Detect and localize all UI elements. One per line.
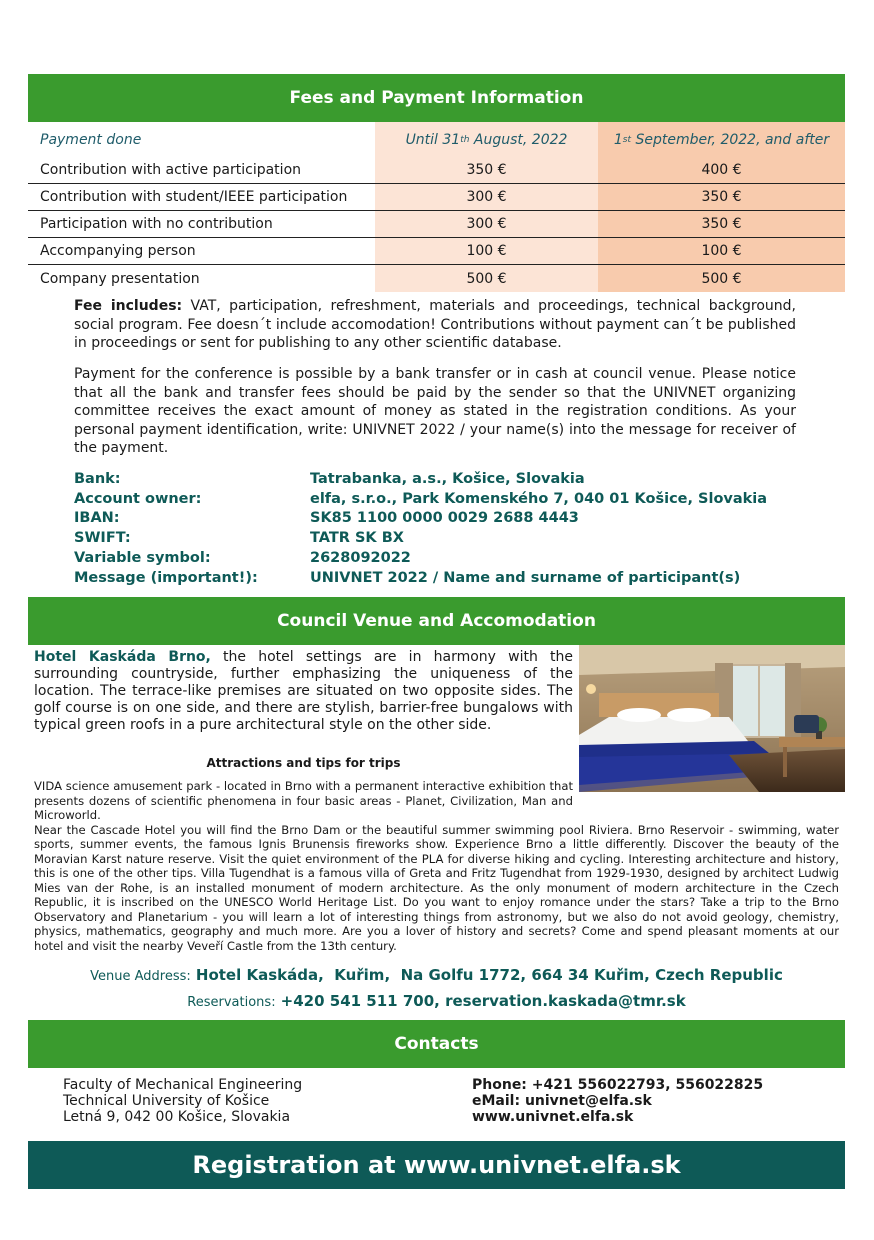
fee-includes-label: Fee includes: [74,298,183,314]
fee-row-late: 100 € [598,238,845,264]
fee-row-late: 350 € [598,211,845,237]
reservations [28,991,845,1010]
fee-row-label: Accompanying person [40,243,196,259]
venue-section-title: Council Venue and Accomodation [28,597,845,645]
hotel-name: Hotel Kaskáda Brno, [34,649,211,665]
reservations-label: Reservations: [187,995,276,1010]
contacts-section-title: Contacts [28,1020,845,1068]
contact-address-line: Faculty of Mechanical Engineering [63,1077,303,1093]
fee-row-label: Contribution with student/IEEE participation [40,189,348,205]
fee-row-late: 500 € [598,265,845,292]
fee-row [28,211,845,238]
bank-row [74,489,814,509]
contact-email: eMail: univnet@elfa.sk [472,1093,652,1109]
fee-includes-paragraph [74,297,796,353]
bank-value: UNIVNET 2022 / Name and surname of participant(s) [310,569,741,586]
fee-header-early: Until 31 th August, 2022 [375,122,598,157]
attractions-text-body: Near the Cascade Hotel you will find the Brno Dam or the beautiful summer swimming pool Riviera. Brno Reservoir - swimming, water sports, summer events, the famous Ignis Brunensis fireworks show. Experience Brno a little differently. Discover the beauty of the Moravian Karst nature reserve. Visit the quiet environment of the PLA for diverse hiking and cycling. Interesting architecture and history, this is one of the other tips. Villa Tugendhat is a famous villa of Greta and Fritz Tugendhat from 1929-1930, designed by architect Ludwig Mies van der Rohe, is an installed monument of modern architecture. As the only monument of modern architecture in the Czech Republic, it is inscribed on the UNESCO World Heritage List. Do you want to enjoy romance under the stars? Take a trip to the Brno Observatory and Planetarium - you will learn a lot of interesting things from astronomy, but we also do not avoid geology, chemistry, physics, mathematics, geography and much more. Are you a lover of history and secrets? Come and spend pleasant moments at our hotel and visit the nearby Veveří Castle from the 13th century. [34,822,839,953]
contact-phone: Phone: +421 556022793, 556022825 [472,1077,764,1093]
bank-key: Bank: [74,470,121,487]
bank-key: Account owner: [74,490,202,507]
fee-header-early-prefix: Until 31 [405,131,461,148]
hotel-text: the hotel settings are in harmony with the surrounding countryside, further emphasizing the uniqueness of the location. The terrace-like premises are situated on two opposite sides. The golf course is on one side, and there are stylish, barrier-free bungalows with typical green roofs in a pure architectural style on the other side. [34,649,573,733]
bank-key: Message (important!): [74,569,258,586]
bank-key: IBAN: [74,510,120,527]
contact-details [472,1077,763,1125]
fee-row-early: 350 € [375,157,598,183]
attractions-text-intro: VIDA science amusement park - located in Brno with a permanent interactive exhibition that presents dozens of scientific phenomena in four basic areas - Planet, Civilization, Man and Microworld. [34,779,573,822]
bank-value: Tatrabanka, a.s., Košice, Slovakia [310,470,585,487]
attractions-title: Attractions and tips for trips [206,756,401,770]
fee-table-header [28,122,845,157]
bank-key: SWIFT: [74,530,131,547]
registration-banner: Registration at www.univnet.elfa.sk [28,1141,845,1189]
contact-website: www.univnet.elfa.sk [472,1109,634,1125]
venue-address-label: Venue Address: [90,969,191,984]
bank-key: Variable symbol: [74,550,211,567]
fees-section-title: Fees and Payment Information [28,74,845,122]
bank-row [74,509,814,529]
fee-row [28,157,845,184]
venue-address-value: Hotel Kaskáda, Kuřim, Na Golfu 1772, 664 34 Kuřim, Czech Republic [195,966,783,984]
fee-header-early-suffix: August, 2022 [469,131,568,148]
bank-value: TATR SK BX [310,530,404,547]
fee-row-label: Contribution with active participation [40,162,302,178]
bank-details [74,469,814,588]
fee-row-label: Company presentation [40,270,200,287]
contact-address [63,1077,302,1125]
bank-value: SK85 1100 0000 0029 2688 4443 [310,510,579,527]
fee-header-late-suffix: September, 2022, and after [631,131,830,148]
fee-row-early: 300 € [375,211,598,237]
fee-row-early: 300 € [375,184,598,210]
fee-row-late: 350 € [598,184,845,210]
venue-address [28,965,845,984]
hotel-description [34,649,573,734]
contact-address-line: Technical University of Košice [63,1093,270,1109]
hotel-room-photo [579,645,845,792]
fee-table [28,122,845,292]
contact-address-line: Letná 9, 042 00 Košice, Slovakia [63,1109,291,1125]
reservations-value: +420 541 511 700, reservation.kaskada@tmr.sk [280,992,686,1010]
bank-value: 2628092022 [310,550,411,567]
fee-row [28,265,845,292]
bank-row [74,548,814,568]
payment-paragraph: Payment for the conference is possible by a bank transfer or in cash at council venue. Please notice that all the bank and transfer fees should be paid by the sender so that the UNIVNET organizing committee receives the exact amount of money as stated in the registration conditions. As your personal payment identification, write: UNIVNET 2022 / your name(s) into the message for receiver of the payment. [74,366,796,456]
fee-row-late: 400 € [598,157,845,183]
fee-includes-text: VAT, participation, refreshment, materials and proceedings, technical background, social program. Fee doesn´t include accomodation! Contributions without payment can´t be published in proceedings or sent for publishing to any other scientific database. [74,298,796,351]
bank-row [74,568,814,588]
fee-row-label: Participation with no contribution [40,216,273,232]
fee-row [28,184,845,211]
bank-row [74,528,814,548]
bank-row [74,469,814,489]
fee-row-early: 100 € [375,238,598,264]
fee-header-late: 1 st September, 2022, and after [598,122,845,157]
fee-row [28,238,845,265]
fee-header-label: Payment done [40,131,142,148]
fee-row-early: 500 € [375,265,598,292]
bank-value: elfa, s.r.o., Park Komenského 7, 040 01 Košice, Slovakia [310,490,768,507]
attractions-text [34,779,839,953]
fee-header-late-prefix: 1 [613,131,623,148]
